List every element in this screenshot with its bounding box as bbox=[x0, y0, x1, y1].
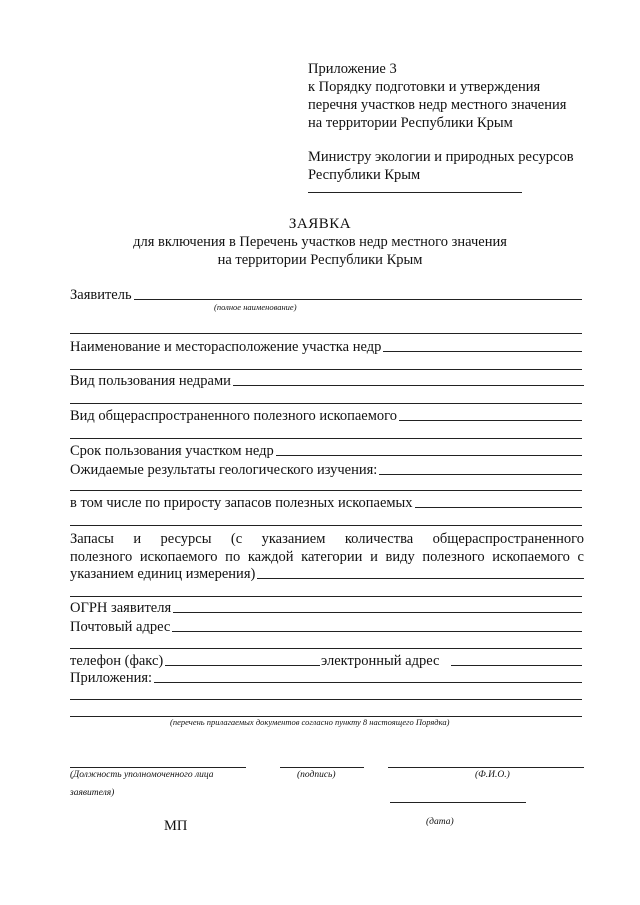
term-label: Срок пользования участком недр bbox=[70, 443, 274, 459]
mineral-label: Вид общераспространенного полезного ископаемого bbox=[70, 408, 397, 424]
document-title: ЗАЯВКА bbox=[288, 216, 352, 232]
attachments-hint: (перечень прилагаемых документов согласно пункту 8 настоящего Порядка) bbox=[170, 717, 450, 727]
appendix-number: Приложение 3 bbox=[308, 61, 397, 77]
use-type-field-continued[interactable] bbox=[70, 403, 582, 404]
position-field[interactable] bbox=[70, 767, 246, 768]
appendix-line: к Порядку подготовки и утверждения bbox=[308, 79, 541, 95]
reserves-field-continued[interactable] bbox=[70, 596, 582, 597]
date-hint: (дата) bbox=[426, 817, 454, 827]
applicant-field-continued[interactable] bbox=[70, 333, 582, 334]
signature-hint: (подпись) bbox=[297, 770, 336, 780]
results-field-continued[interactable] bbox=[70, 490, 582, 491]
site-label: Наименование и месторасположение участка недр bbox=[70, 339, 382, 355]
reserves-label: Запасы и ресурсы (с указанием количества общераспространенного bbox=[70, 531, 584, 547]
increment-field-continued[interactable] bbox=[70, 525, 582, 526]
applicant-label: Заявитель bbox=[70, 287, 132, 303]
position-hint: (Должность уполномоченного лица bbox=[70, 770, 214, 780]
appendix-line: на территории Республики Крым bbox=[308, 115, 513, 131]
attachments-label: Приложения: bbox=[70, 670, 153, 686]
attachments-field-continued[interactable] bbox=[70, 699, 582, 700]
addressee: Республики Крым bbox=[308, 167, 421, 183]
document-subtitle: для включения в Перечень участков недр местного значения bbox=[133, 234, 507, 250]
position-hint-2: заявителя) bbox=[70, 788, 115, 798]
document-subtitle: на территории Республики Крым bbox=[217, 252, 423, 268]
stamp-place: МП bbox=[164, 818, 188, 834]
ogrn-label: ОГРН заявителя bbox=[70, 600, 172, 616]
fio-field[interactable] bbox=[388, 767, 584, 768]
postal-field-continued[interactable] bbox=[70, 648, 582, 649]
postal-label: Почтовый адрес bbox=[70, 619, 171, 635]
email-label: электронный адрес bbox=[321, 653, 440, 669]
phone-label: телефон (факс) bbox=[70, 653, 164, 669]
addressee-name-line[interactable] bbox=[308, 192, 522, 193]
addressee: Министру экологии и природных ресурсов bbox=[308, 149, 574, 165]
fio-hint: (Ф.И.О.) bbox=[475, 770, 510, 780]
site-field-continued[interactable] bbox=[70, 369, 582, 370]
increment-label: в том числе по приросту запасов полезных ископаемых bbox=[70, 495, 413, 511]
applicant-field[interactable] bbox=[70, 299, 582, 300]
reserves-label-end: указанием единиц измерения) bbox=[70, 566, 256, 582]
results-label: Ожидаемые результаты геологического изучения: bbox=[70, 462, 378, 478]
reserves-label: полезного ископаемого по каждой категории и виду полезного ископаемого с bbox=[70, 549, 584, 565]
email-field[interactable] bbox=[451, 665, 582, 666]
appendix-line: перечня участков недр местного значения bbox=[308, 97, 567, 113]
mineral-field-continued[interactable] bbox=[70, 438, 582, 439]
date-field[interactable] bbox=[390, 802, 526, 803]
use-type-label: Вид пользования недрами bbox=[70, 373, 231, 389]
applicant-hint: (полное наименование) bbox=[214, 302, 297, 312]
signature-field[interactable] bbox=[280, 767, 364, 768]
